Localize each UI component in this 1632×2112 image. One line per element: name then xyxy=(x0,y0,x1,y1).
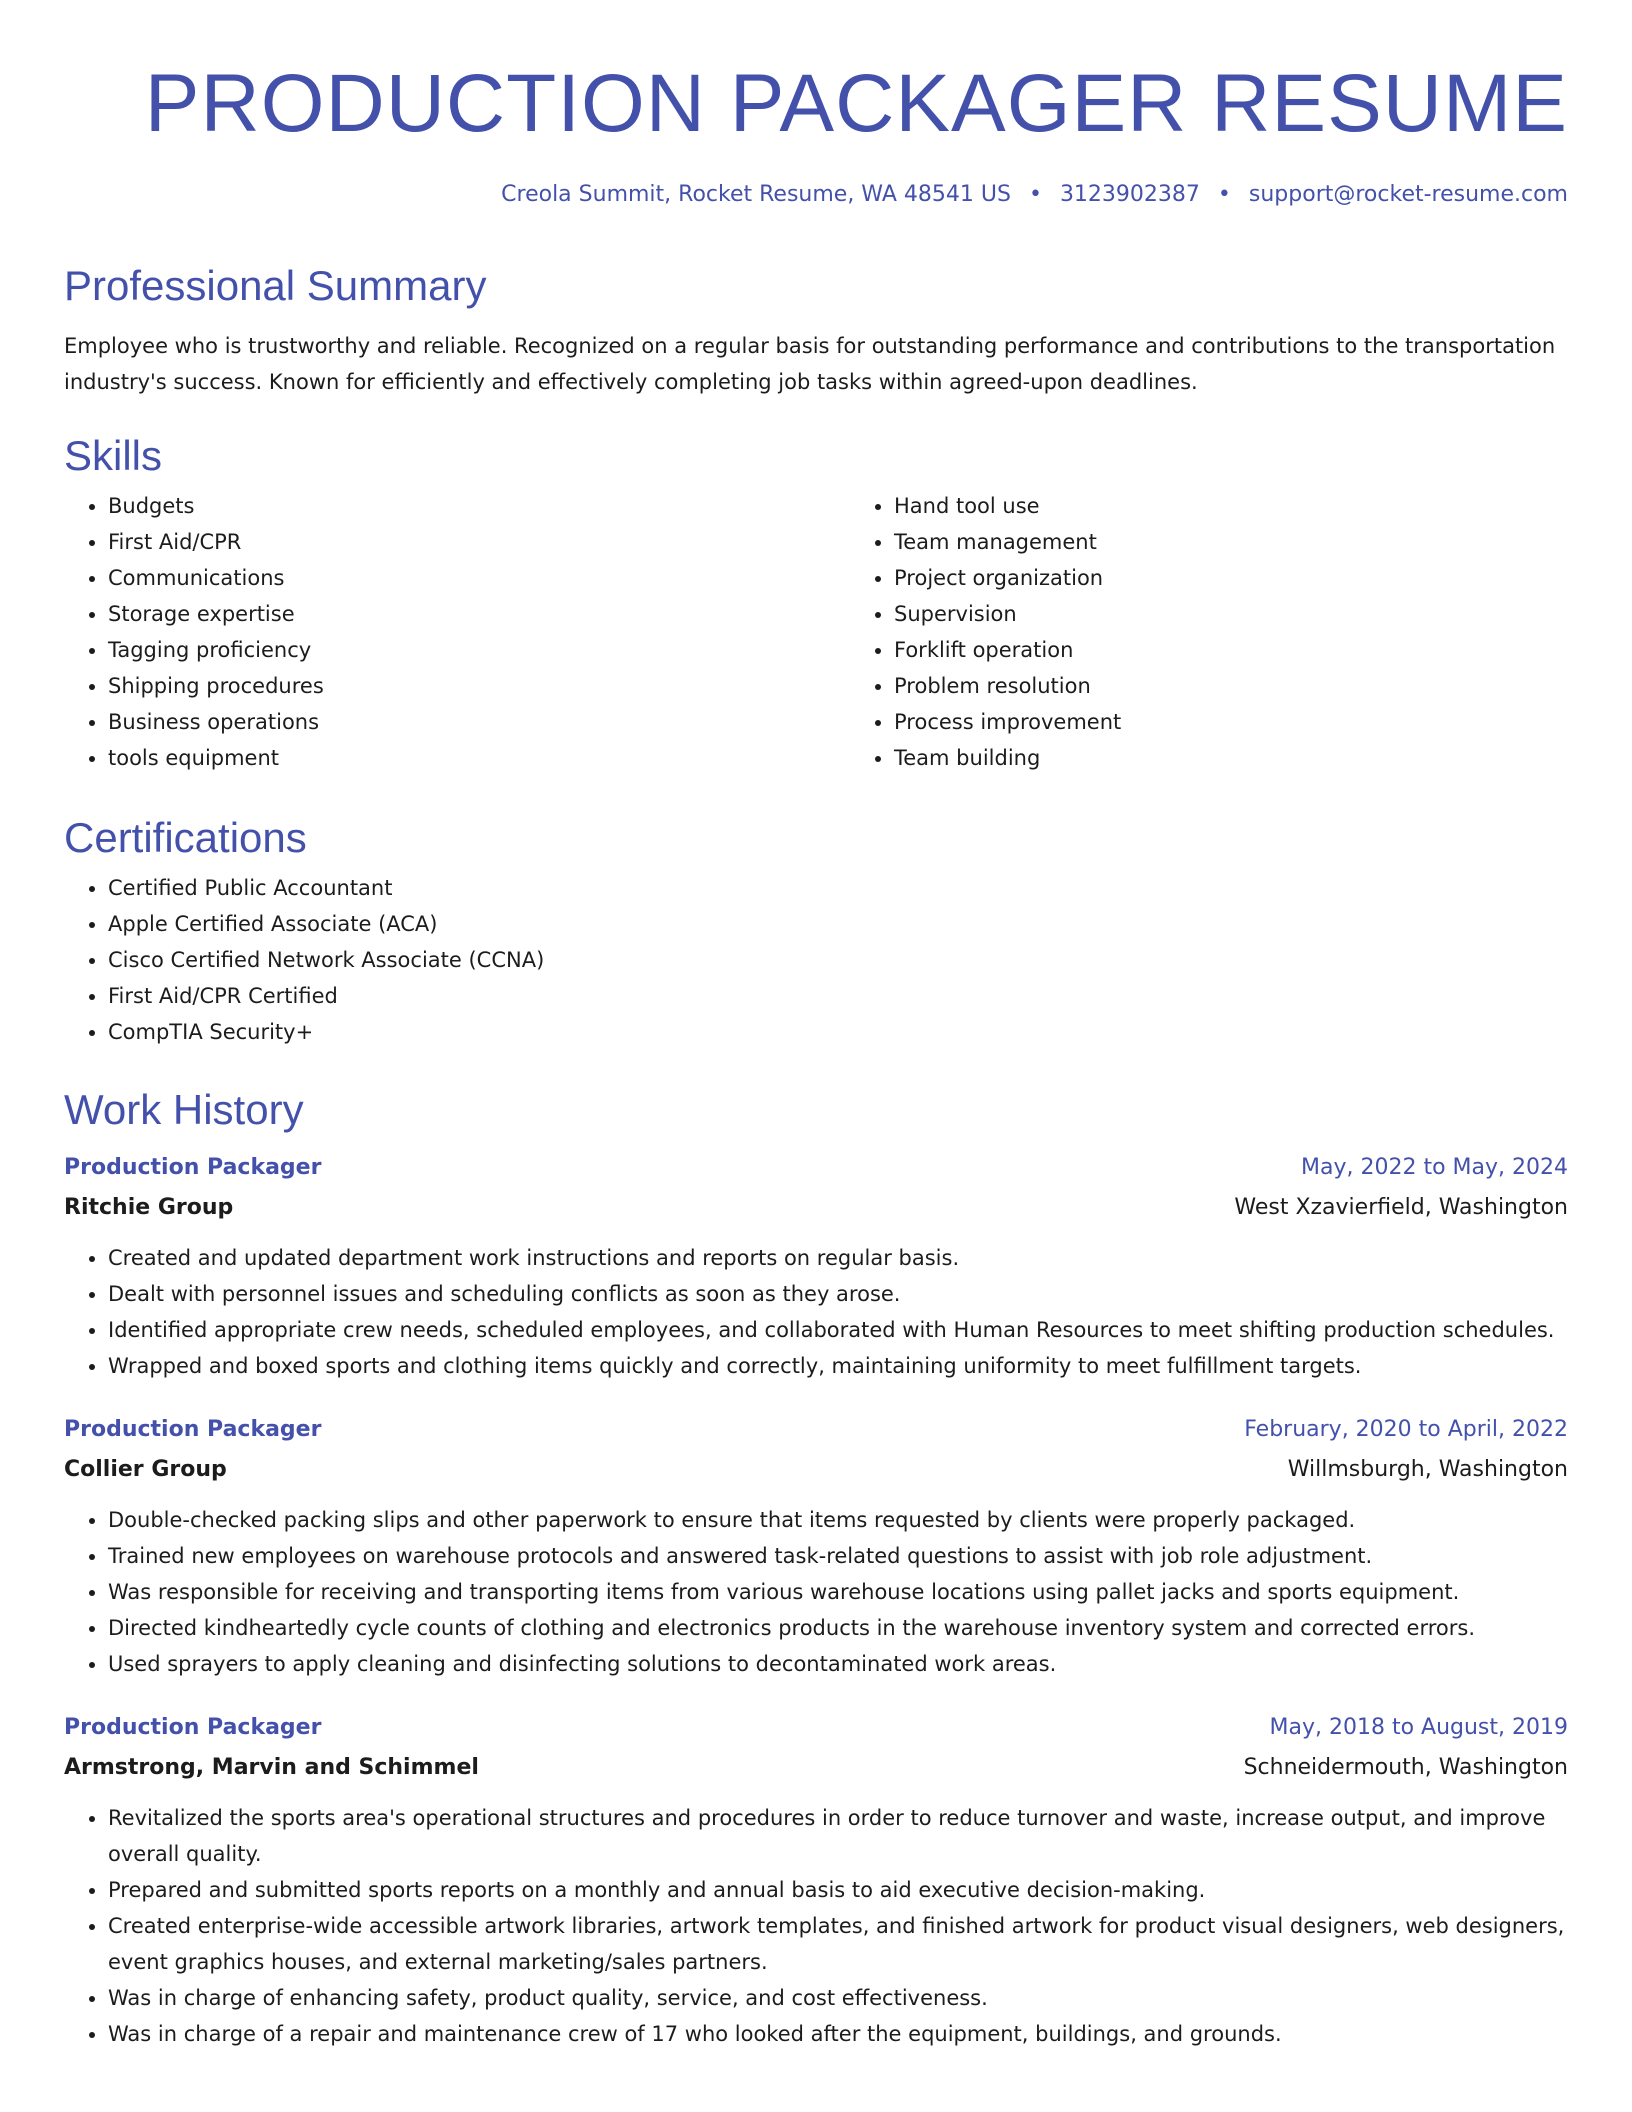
list-item: • Budgets xyxy=(108,488,850,524)
contact-separator: • xyxy=(1028,182,1042,207)
work-history-heading: Work History xyxy=(64,1086,304,1133)
skills-section xyxy=(64,428,1568,776)
list-item: • Apple Certified Associate (ACA) xyxy=(108,906,1568,942)
list-item: • Business operations xyxy=(108,704,850,740)
job-title: Production Packager xyxy=(64,1715,322,1740)
job-bullet: • Wrapped and boxed sports and clothing items quickly and correctly, maintaining uniformity to meet fulfillment targets. xyxy=(108,1348,1568,1384)
summary-section xyxy=(64,258,1568,400)
job-bullet: • Directed kindheartedly cycle counts of clothing and electronics products in the warehouse inventory system and corrected errors. xyxy=(108,1610,1568,1646)
job-location: West Xzavierfield, Washington xyxy=(1234,1195,1568,1220)
certifications-list xyxy=(64,870,1568,1050)
list-item: • Project organization xyxy=(894,560,1632,596)
list-item: • Cisco Certified Network Associate (CCNA) xyxy=(108,942,1568,978)
list-item: • Storage expertise xyxy=(108,596,850,632)
job-bullet: • Used sprayers to apply cleaning and disinfecting solutions to decontaminated work areas. xyxy=(108,1646,1568,1682)
skills-list-right xyxy=(850,488,1632,776)
skills-list-left xyxy=(64,488,850,776)
job-dates: February, 2020 to April, 2022 xyxy=(1244,1417,1568,1442)
job-bullets xyxy=(64,1800,1568,2052)
list-item: • Tagging proficiency xyxy=(108,632,850,668)
skills-heading: Skills xyxy=(64,432,163,479)
job-company: Collier Group xyxy=(64,1457,227,1482)
job-company: Armstrong, Marvin and Schimmel xyxy=(64,1755,479,1780)
job-bullet: • Double-checked packing slips and other paperwork to ensure that items requested by clients were properly packaged. xyxy=(108,1502,1568,1538)
jobs-list xyxy=(64,1148,1568,2052)
job-bullet: • Dealt with personnel issues and scheduling conflicts as soon as they arose. xyxy=(108,1276,1568,1312)
job-bullet: • Created enterprise-wide accessible artwork libraries, artwork templates, and finished artwork for product visual designers, web designers, event graphics houses, and external marketing/sales partners. xyxy=(108,1908,1568,1980)
list-item: • Supervision xyxy=(894,596,1632,632)
list-item: • Problem resolution xyxy=(894,668,1632,704)
list-item: • Team management xyxy=(894,524,1632,560)
contact-line xyxy=(501,180,1568,210)
job-bullets xyxy=(64,1240,1568,1384)
list-item: • Shipping procedures xyxy=(108,668,850,704)
list-item: • CompTIA Security+ xyxy=(108,1014,1568,1050)
list-item: • Hand tool use xyxy=(894,488,1632,524)
job-bullet: • Prepared and submitted sports reports on a monthly and annual basis to aid executive decision-making. xyxy=(108,1872,1568,1908)
job-bullet: • Was responsible for receiving and transporting items from various warehouse locations using pallet jacks and sports equipment. xyxy=(108,1574,1568,1610)
list-item: • Team building xyxy=(894,740,1632,776)
list-item: • Communications xyxy=(108,560,850,596)
contact-separator: • xyxy=(1217,182,1231,207)
job-company-row xyxy=(64,1450,1568,1490)
job-dates: May, 2022 to May, 2024 xyxy=(1301,1155,1568,1180)
job-company-row xyxy=(64,1188,1568,1228)
job-bullet: • Trained new employees on warehouse protocols and answered task-related questions to assist with job role adjustment. xyxy=(108,1538,1568,1574)
job-bullet: • Was in charge of a repair and maintenance crew of 17 who looked after the equipment, buildings, and grounds. xyxy=(108,2016,1568,2052)
summary-text: Employee who is trustworthy and reliable. Recognized on a regular basis for outstanding performance and contributions to the transportation industry's success. Known for efficiently and effectively completing job tasks within agreed-upon deadlines. xyxy=(64,334,1556,394)
job-bullet: • Created and updated department work instructions and reports on regular basis. xyxy=(108,1240,1568,1276)
work-history-section xyxy=(64,1082,1568,2052)
job-location: Schneidermouth, Washington xyxy=(1243,1755,1568,1780)
job-entry xyxy=(64,1708,1568,2052)
list-item: • Certified Public Accountant xyxy=(108,870,1568,906)
job-company: Ritchie Group xyxy=(64,1195,234,1220)
job-entry xyxy=(64,1410,1568,1682)
job-header-row xyxy=(64,1148,1568,1188)
job-bullets xyxy=(64,1502,1568,1682)
skills-columns xyxy=(64,488,1568,776)
list-item: • Forklift operation xyxy=(894,632,1632,668)
certifications-heading: Certifications xyxy=(64,814,307,861)
list-item: • tools equipment xyxy=(108,740,850,776)
job-header-row xyxy=(64,1410,1568,1450)
list-item: • First Aid/CPR xyxy=(108,524,850,560)
certifications-section xyxy=(64,810,1568,1050)
job-location: Willmsburgh, Washington xyxy=(1287,1457,1568,1482)
job-entry xyxy=(64,1148,1568,1384)
job-bullet: • Revitalized the sports area's operational structures and procedures in order to reduce turnover and waste, increase output, and improve overall quality. xyxy=(108,1800,1568,1872)
job-title: Production Packager xyxy=(64,1417,322,1442)
list-item: • First Aid/CPR Certified xyxy=(108,978,1568,1014)
contact-phone[interactable]: 3123902387 xyxy=(1059,182,1200,207)
job-title: Production Packager xyxy=(64,1155,322,1180)
list-item: • Process improvement xyxy=(894,704,1632,740)
job-header-row xyxy=(64,1708,1568,1748)
job-bullet: • Identified appropriate crew needs, scheduled employees, and collaborated with Human Resources to meet shifting production schedules. xyxy=(108,1312,1568,1348)
contact-address: Creola Summit, Rocket Resume, WA 48541 US xyxy=(501,182,1011,207)
job-company-row xyxy=(64,1748,1568,1788)
resume-title: PRODUCTION PACKAGER RESUME xyxy=(144,58,1568,149)
job-dates: May, 2018 to August, 2019 xyxy=(1269,1715,1568,1740)
resume-content xyxy=(64,258,1568,2052)
contact-email[interactable]: support@rocket-resume.com xyxy=(1248,182,1568,207)
summary-heading: Professional Summary xyxy=(64,262,487,309)
job-bullet: • Was in charge of enhancing safety, product quality, service, and cost effectiveness. xyxy=(108,1980,1568,2016)
